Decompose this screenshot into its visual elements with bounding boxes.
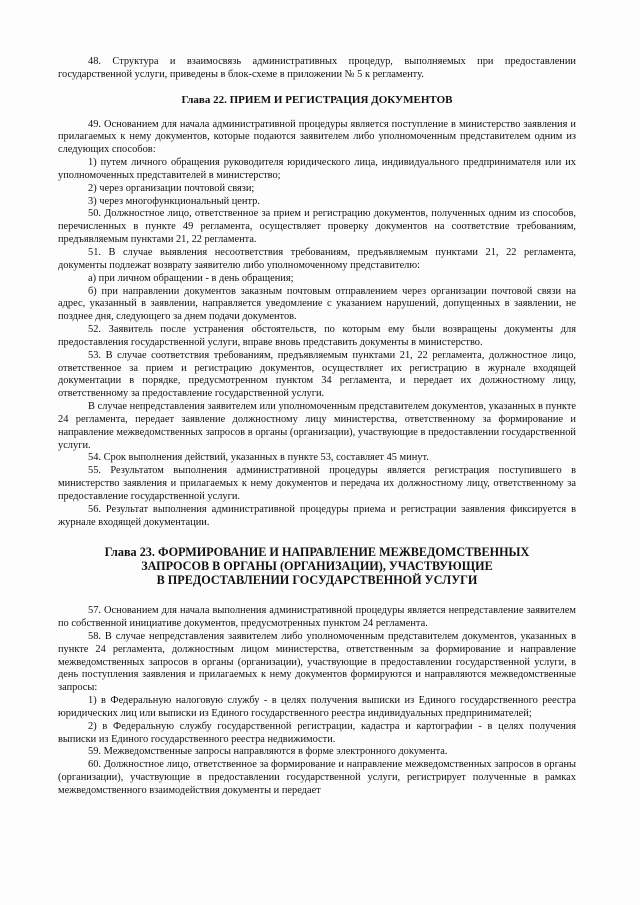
chapter-22-title: Глава 22. ПРИЕМ И РЕГИСТРАЦИЯ ДОКУМЕНТОВ bbox=[181, 93, 453, 106]
paragraph-53: 53. В случае соответствия требованиям, предъявляемым пунктами 21, 22 регламента, должностное лицо, ответственное за прием и регистрацию документов, осуществляет их регистрацию в журнале входящей документации в порядке, предусмотренном пунктом 34 регламента, и передает их должностному лицу, ответственному за предоставление государственной услуги. bbox=[58, 349, 576, 400]
paragraph-56: 56. Результат выполнения административной процедуры приема и регистрации заявления фиксируется в журнале входящей документации. bbox=[58, 503, 576, 528]
list-item-51-a: а) при личном обращении - в день обращения; bbox=[88, 272, 294, 284]
list-item-58-1: 1) в Федеральную налоговую службу - в целях получения выписки из Единого государственного реестра юридических лиц или выписки из Единого государственного реестра индивидуальных предпринимателей; bbox=[58, 695, 576, 719]
list-item-49-1: 1) путем личного обращения руководителя юридического лица, индивидуального предпринимателя или их уполномоченных представителей в министерство; bbox=[58, 157, 576, 181]
paragraph-53-cont: В случае непредставления заявителем или уполномоченным представителем документов, указанных в пункте 24 регламента, передает заявление должностному лицу министерства, ответственному за формирование и направление межведомственных запросов в органы (организации), участвующие в предоставлении государственной услуги. bbox=[58, 401, 576, 451]
list-item-49-2: 2) через организации почтовой связи; bbox=[88, 182, 255, 194]
paragraph-51: 51. В случае выявления несоответствия требованиям, предъявляемым пунктами 21, 22 регламента, документы подлежат возврату заявителю либо уполномоченному представителю: bbox=[58, 246, 576, 271]
list-item-58-2: 2) в Федеральную службу государственной регистрации, кадастра и картографии - в целях получения выписки из Единого государственного реестра недвижимости. bbox=[58, 720, 576, 745]
paragraph-58: 58. В случае непредставления заявителем либо уполномоченным представителем документов, указанных в пункте 24 регламента, должностным лицом министерства, ответственным за формирование и направление межведомственных запросов в органы (организации), участвующие в предоставлении государственной услуги, в день поступления заявления и прилагаемых к нему документов формируются и направляются межведомственные запросы: bbox=[58, 630, 576, 694]
paragraph-59: 59. Межведомственные запросы направляются в форме электронного документа. bbox=[88, 746, 448, 758]
paragraph-60: 60. Должностное лицо, ответственное за формирование и направление межведомственных запросов в органы (организации), участвующие в предоставлении государственной услуги, регистрирует полученные в рамках межведомственного взаимодействия документы и передает bbox=[58, 759, 576, 796]
page-content bbox=[58, 56, 576, 798]
paragraph-50: 50. Должностное лицо, ответственное за прием и регистрацию документов, полученных одним из способов, перечисленных в пункте 49 регламента, осуществляет проверку документов на соответствие требованиям, предъявляемым пунктами 21, 22 регламента. bbox=[58, 208, 576, 246]
chapter-23-title-line-3: В ПРЕДОСТАВЛЕНИИ ГОСУДАРСТВЕННОЙ УСЛУГИ bbox=[156, 572, 478, 587]
chapter-23-title bbox=[58, 545, 576, 588]
list-item-51-b: б) при направлении документов заказным почтовым отправлением через организации почтовой связи на адрес, указанный в заявлении, направляется уведомление с указанием нарушений, допущенных в заявлении, не позднее дня, следующего за днем подачи документов. bbox=[58, 285, 576, 323]
paragraph-55: 55. Результатом выполнения административной процедуры является регистрация поступившего в министерство заявления и прилагаемых к нему документов и передача их должностному лицу, ответственному за предоставление государственной услуги. bbox=[58, 465, 576, 502]
chapter-23-title-line-1: Глава 23. ФОРМИРОВАНИЕ И НАПРАВЛЕНИЕ МЕЖВЕДОМСТВЕННЫХ bbox=[104, 544, 530, 559]
paragraph-49: 49. Основанием для начала административной процедуры является поступление в министерство заявления и прилагаемых к нему документов, которые подаются заявителем либо уполномоченным представителем одним из следующих способов: bbox=[58, 118, 576, 156]
paragraph-52: 52. Заявитель после устранения обстоятельств, по которым ему были возвращены документы для предоставления государственной услуги, вправе вновь представить документы в министерство. bbox=[58, 324, 576, 348]
chapter-23-title-line-2: ЗАПРОСОВ В ОРГАНЫ (ОРГАНИЗАЦИИ), УЧАСТВУЮЩИЕ bbox=[141, 558, 493, 573]
paragraph-57: 57. Основанием для начала выполнения административной процедуры является непредставление заявителем по собственной инициативе документов, предусмотренных пунктом 24 регламента. bbox=[58, 605, 576, 629]
paragraph-48: 48. Структура и взаимосвязь административных процедур, выполняемых при предоставлении государственной услуги, приведены в блок-схеме в приложении № 5 к регламенту. bbox=[58, 56, 576, 80]
list-item-49-3: 3) через многофункциональный центр. bbox=[88, 195, 260, 207]
paragraph-54: 54. Срок выполнения действий, указанных в пункте 53, составляет 45 минут. bbox=[88, 452, 429, 464]
